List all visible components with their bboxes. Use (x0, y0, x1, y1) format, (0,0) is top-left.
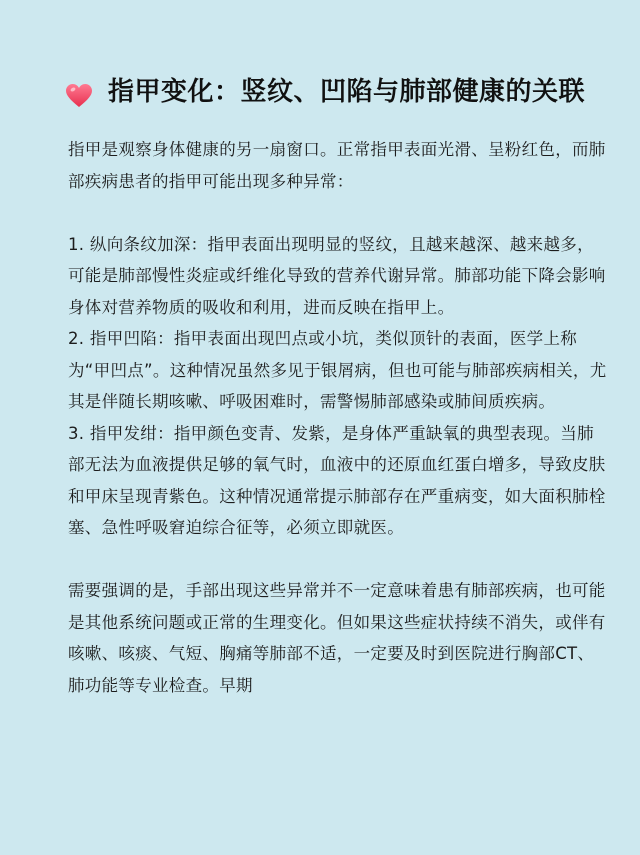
page-title: 指甲变化：竖纹、凹陷与肺部健康的关联 (108, 77, 586, 107)
heart-icon (66, 84, 92, 108)
title-row (68, 72, 608, 112)
spacer (68, 197, 608, 229)
list-item: 3. 指甲发绀：指甲颜色变青、发紫，是身体严重缺氧的典型表现。当肺部无法为血液提供足够的氧气时，血液中的还原血红蛋白增多，导致皮肤和甲床呈现青紫色。这种情况通常提示肺部存在严重病变，如大面积肺栓塞、急性呼吸窘迫综合征等，必须立即就医。 (68, 423, 606, 537)
list-item: 1. 纵向条纹加深：指甲表面出现明显的竖纹，且越来越深、越来越多，可能是肺部慢性炎症或纤维化导致的营养代谢异常。肺部功能下降会影响身体对营养物质的吸收和利用，进而反映在指甲上。 (68, 234, 606, 317)
spacer (68, 544, 608, 576)
closing-paragraph: 需要强调的是，手部出现这些异常并不一定意味着患有肺部疾病，也可能是其他系统问题或正常的生理变化。但如果这些症状持续不消失，或伴有咳嗽、咳痰、气短、胸痛等肺部不适，一定要及时到医院进行胸部CT、肺功能等专业检查。早期 (68, 581, 606, 695)
list-item: 2. 指甲凹陷：指甲表面出现凹点或小坑，类似顶针的表面，医学上称为“甲凹点”。这种情况虽然多见于银屑病，但也可能与肺部疾病相关，尤其是伴随长期咳嗽、呼吸困难时，需警惕肺部感染或肺间质疾病。 (68, 329, 607, 411)
intro-paragraph: 指甲是观察身体健康的另一扇窗口。正常指甲表面光滑、呈粉红色，而肺部疾病患者的指甲可能出现多种异常： (68, 140, 606, 191)
